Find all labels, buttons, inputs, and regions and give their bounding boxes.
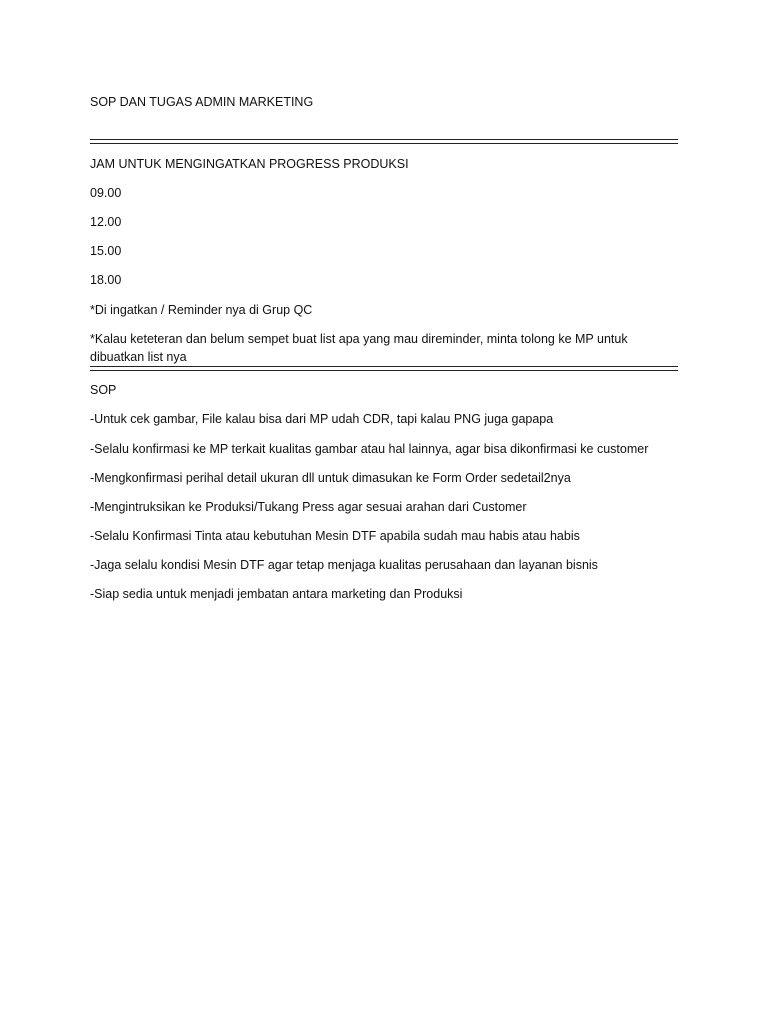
- section-divider-middle: [90, 366, 678, 371]
- document-title: SOP DAN TUGAS ADMIN MARKETING: [90, 95, 314, 109]
- sop-item: -Untuk cek gambar, File kalau bisa dari MP udah CDR, tapi kalau PNG juga gapapa: [90, 412, 554, 426]
- reminder-note: *Kalau keteteran dan belum sempet buat list apa yang mau direminder, minta tolong ke MP untuk dibuatkan list nya: [90, 332, 628, 364]
- sop-item: -Mengkonfirmasi perihal detail ukuran dll untuk dimasukan ke Form Order sedetail2nya: [90, 471, 571, 485]
- sop-item: -Selalu Konfirmasi Tinta atau kebutuhan Mesin DTF apabila sudah mau habis atau habis: [90, 529, 580, 543]
- sop-item: -Siap sedia untuk menjadi jembatan antara marketing dan Produksi: [90, 587, 463, 601]
- sop-item: -Selalu konfirmasi ke MP terkait kualitas gambar atau hal lainnya, agar bisa dikonfirmasi ke customer: [90, 442, 649, 456]
- reminder-time: 12.00: [90, 215, 122, 229]
- sop-item: -Mengintruksikan ke Produksi/Tukang Press agar sesuai arahan dari Customer: [90, 500, 527, 514]
- sop-heading: SOP: [90, 383, 117, 397]
- reminder-time: 18.00: [90, 273, 122, 287]
- sop-item: -Jaga selalu kondisi Mesin DTF agar tetap menjaga kualitas perusahaan dan layanan bisnis: [90, 558, 598, 572]
- reminder-time: 15.00: [90, 244, 122, 258]
- reminder-note: *Di ingatkan / Reminder nya di Grup QC: [90, 303, 313, 317]
- reminder-time: 09.00: [90, 186, 122, 200]
- reminder-heading: JAM UNTUK MENGINGATKAN PROGRESS PRODUKSI: [90, 157, 409, 171]
- section-divider-top: [90, 139, 678, 144]
